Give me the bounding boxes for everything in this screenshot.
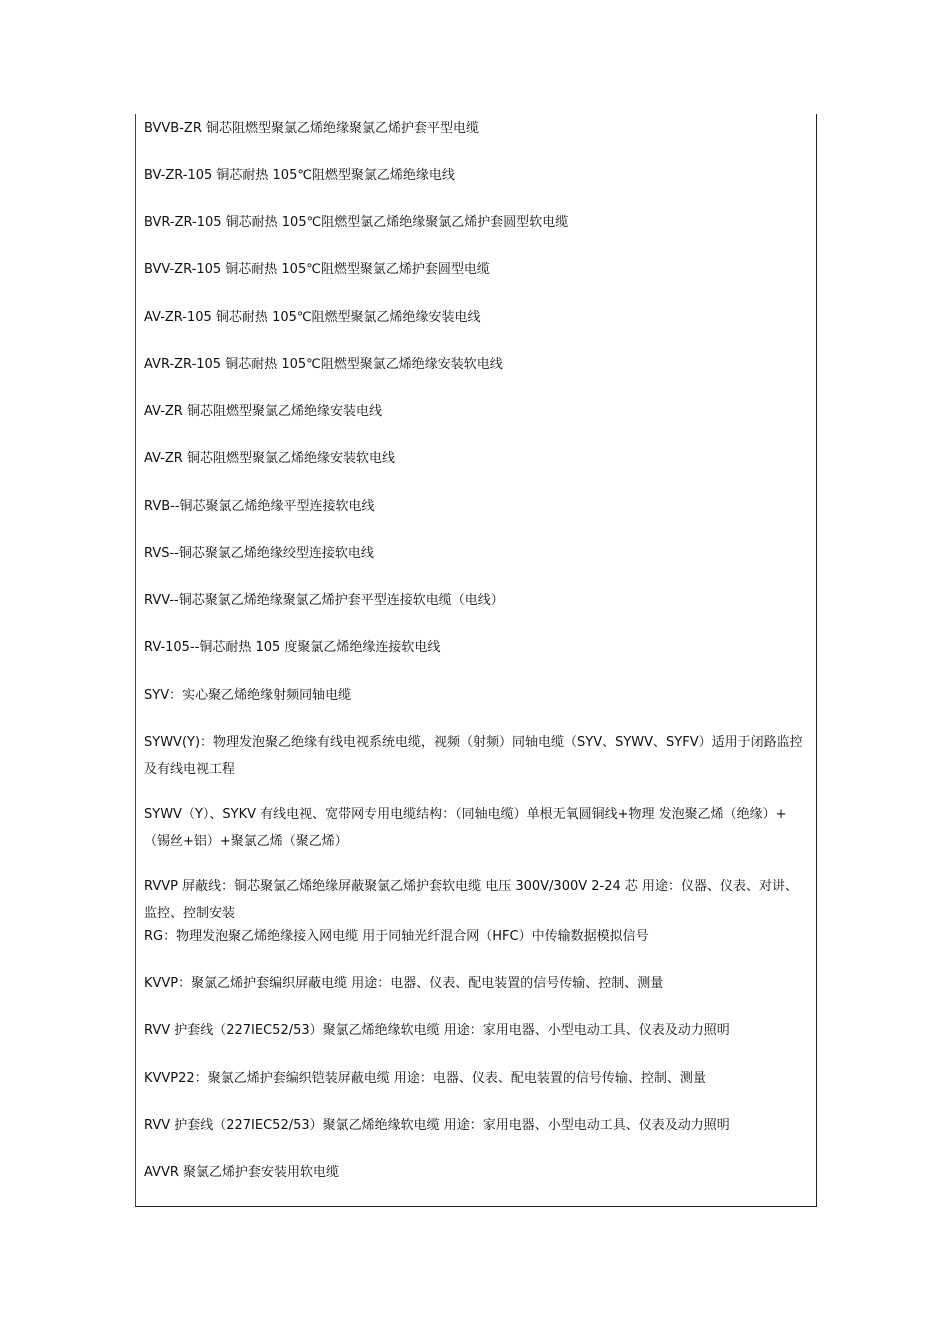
entry-sywv-y: SYWV(Y)：物理发泡聚乙绝缘有线电视系统电缆，视频（射频）同轴电缆（SYV、SYWV、SYFV）适用于闭路监控及有线电视工程 [144, 735, 803, 777]
entry-bvvb-zr: BVVB-ZR 铜芯阻燃型聚氯乙烯绝缘聚氯乙烯护套平型电缆 [144, 121, 479, 136]
entry-av-zr-a: AV-ZR 铜芯阻燃型聚氯乙烯绝缘安装电线 [144, 404, 382, 419]
entry-syv: SYV：实心聚乙烯绝缘射频同轴电缆 [144, 688, 352, 703]
entry-kvvp: KVVP：聚氯乙烯护套编织屏蔽电缆 用途：电器、仪表、配电装置的信号传输、控制、测量 [144, 976, 664, 991]
entry-kvvp22: KVVP22：聚氯乙烯护套编织铠装屏蔽电缆 用途：电器、仪表、配电装置的信号传输、控制、测量 [144, 1071, 706, 1086]
entry-rvv: RVV--铜芯聚氯乙烯绝缘聚氯乙烯护套平型连接软电缆（电线） [144, 593, 504, 608]
entry-av-zr-105: AV-ZR-105 铜芯耐热 105℃阻燃型聚氯乙烯绝缘安装电线 [144, 310, 481, 325]
entry-avvr: AVVR 聚氯乙烯护套安装用软电缆 [144, 1165, 340, 1180]
entry-rvv-sheath-b: RVV 护套线（227IEC52/53）聚氯乙烯绝缘软电缆 用途：家用电器、小型电动工具、仪表及动力照明 [144, 1118, 730, 1133]
entry-bvr-zr-105: BVR-ZR-105 铜芯耐热 105℃阻燃型氯乙烯绝缘聚氯乙烯护套圆型软电缆 [144, 215, 569, 230]
entry-rvvp: RVVP 屏蔽线：铜芯聚氯乙烯绝缘屏蔽聚氯乙烯护套软电缆 电压 300V/300V 2-24 芯 用途：仪器、仪表、对讲、监控、控制安装 [144, 879, 799, 921]
entry-bv-zr-105: BV-ZR-105 铜芯耐热 105℃阻燃型聚氯乙烯绝缘电线 [144, 168, 455, 183]
entry-rvv-sheath-a: RVV 护套线（227IEC52/53）聚氯乙烯绝缘软电缆 用途：家用电器、小型电动工具、仪表及动力照明 [144, 1023, 730, 1038]
entry-rv-105: RV-105--铜芯耐热 105 度聚氯乙烯绝缘连接软电线 [144, 640, 441, 655]
entry-sywv-sykv: SYWV（Y）、SYKV 有线电视、宽带网专用电缆结构：（同轴电缆）单根无氧圆铜线+物理 发泡聚乙烯（绝缘）+（锡丝+铝）+聚氯乙烯（聚乙烯） [144, 807, 787, 849]
entry-av-zr-b: AV-ZR 铜芯阻燃型聚氯乙烯绝缘安装软电线 [144, 451, 395, 466]
entry-rvs: RVS--铜芯聚氯乙烯绝缘绞型连接软电线 [144, 546, 374, 561]
entry-rg: RG：物理发泡聚乙烯绝缘接入网电缆 用于同轴光纤混合网（HFC）中传输数据模拟信号 [144, 929, 649, 944]
entry-bvv-zr-105: BVV-ZR-105 铜芯耐热 105℃阻燃型聚氯乙烯护套圆型电缆 [144, 262, 490, 277]
entry-rvb: RVB--铜芯聚氯乙烯绝缘平型连接软电线 [144, 499, 375, 514]
entry-avr-zr-105: AVR-ZR-105 铜芯耐热 105℃阻燃型聚氯乙烯绝缘安装软电线 [144, 357, 503, 372]
